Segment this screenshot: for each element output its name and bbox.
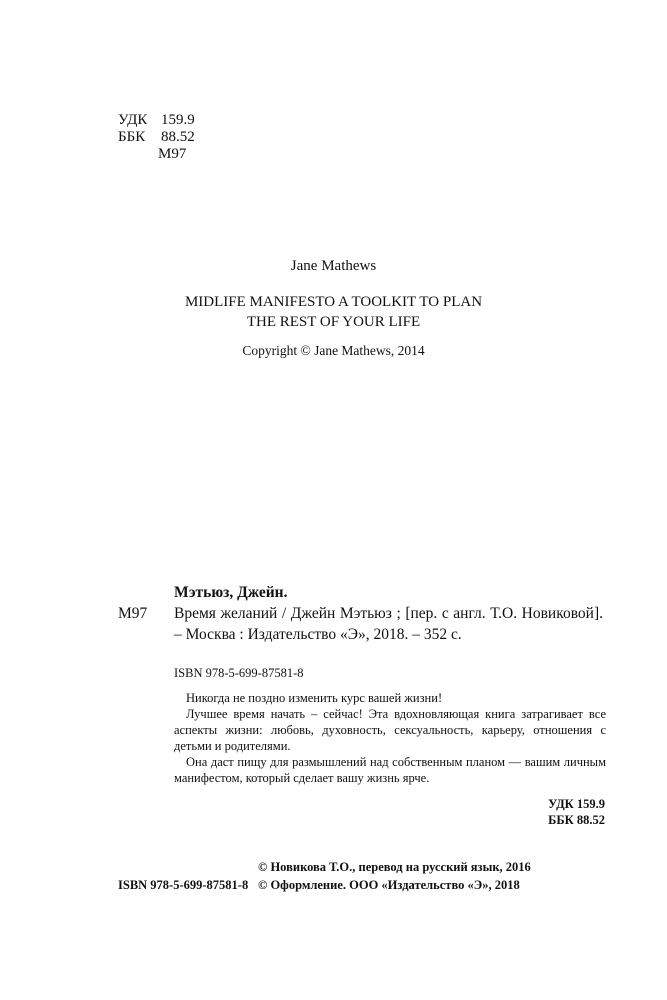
footer-isbn: ISBN 978-5-699-87581-8 bbox=[118, 878, 249, 892]
bbk-label: ББК bbox=[118, 129, 146, 145]
classification-block bbox=[118, 112, 195, 163]
original-title-line-2: THE REST OF YOUR LIFE bbox=[246, 314, 421, 330]
biblio-isbn: ISBN 978-5-699-87581-8 bbox=[174, 666, 304, 680]
udk-label: УДК bbox=[118, 112, 148, 128]
bbk-row bbox=[118, 129, 195, 146]
biblio-heading: Мэтьюз, Джейн. bbox=[174, 584, 288, 601]
author-mark: М97 bbox=[158, 146, 187, 162]
footer-line-2 bbox=[118, 876, 606, 894]
bibliographic-entry bbox=[118, 583, 603, 645]
original-copyright: Copyright © Jane Mathews, 2014 bbox=[242, 343, 425, 358]
copyright-footer bbox=[118, 858, 606, 894]
footer-isbn-spacer bbox=[118, 858, 258, 876]
index-codes-right bbox=[548, 796, 605, 828]
annotation bbox=[174, 690, 606, 786]
annotation-paragraph-3: Она даст пищу для размышлений над собственным планом — вашим личным манифестом, который сделает вашу жизнь ярче. bbox=[174, 755, 606, 785]
udk-value: 159.9 bbox=[161, 112, 195, 128]
biblio-body bbox=[118, 603, 603, 645]
annotation-paragraph-2: Лучшее время начать – сейчас! Эта вдохновляющая книга затрагивает все аспекты жизни: любовь, духовность, сексуальность, карьеру, отношения с детьми и родителями. bbox=[174, 707, 606, 753]
bbk-value: 88.52 bbox=[161, 129, 195, 145]
annotation-paragraph-1: Никогда не поздно изменить курс вашей жизни! bbox=[186, 691, 443, 705]
design-copyright: © Оформление. ООО «Издательство «Э», 2018 bbox=[258, 878, 520, 892]
footer-line-1 bbox=[118, 858, 606, 876]
biblio-description: Время желаний / Джейн Мэтьюз ; [пер. с англ. Т.О. Новиковой]. – Москва : Издательство «Э», 2018. – 352 с. bbox=[174, 605, 603, 643]
udk-right: УДК 159.9 bbox=[548, 797, 605, 811]
translation-copyright: © Новикова Т.О., перевод на русский язык, 2016 bbox=[258, 860, 531, 874]
original-title bbox=[0, 292, 667, 332]
udk-row bbox=[118, 112, 195, 129]
bbk-right: ББК 88.52 bbox=[548, 813, 605, 827]
original-author: Jane Mathews bbox=[290, 258, 377, 274]
biblio-code: М97 bbox=[118, 605, 148, 622]
original-title-line-1: MIDLIFE MANIFESTO A TOOLKIT TO PLAN bbox=[184, 294, 483, 310]
